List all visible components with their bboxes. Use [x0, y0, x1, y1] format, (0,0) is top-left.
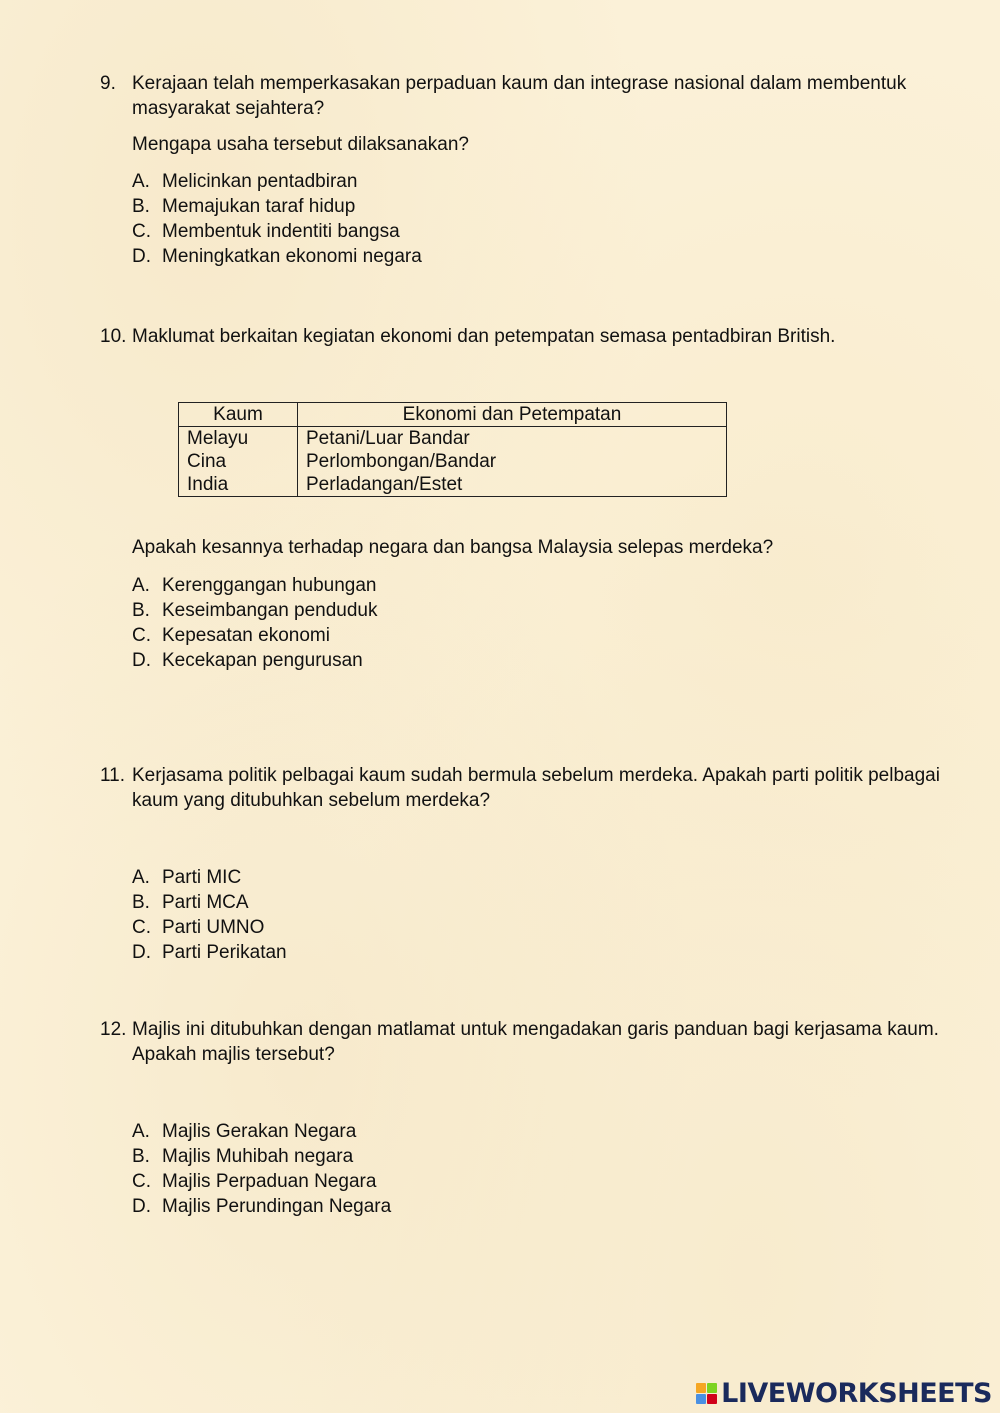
info-table: [178, 402, 727, 497]
options-list: [132, 1119, 950, 1219]
option-c[interactable]: [132, 915, 950, 940]
option-letter: A.: [132, 171, 150, 192]
table-header-row: [179, 403, 727, 427]
question-number: 10.: [100, 326, 127, 347]
option-c[interactable]: [132, 623, 950, 648]
option-text: Kepesatan ekonomi: [162, 625, 330, 646]
table-header-ekonomi: Ekonomi dan Petempatan: [298, 403, 727, 427]
options-list: [132, 865, 950, 965]
option-b[interactable]: [132, 194, 950, 219]
question-text: Kerajaan telah memperkasakan perpaduan kaum dan integrase nasional dalam membentuk masyarakat sejahtera?: [132, 73, 907, 119]
option-b[interactable]: [132, 598, 950, 623]
option-text: Memajukan taraf hidup: [162, 196, 356, 217]
option-a[interactable]: [132, 1119, 950, 1144]
table-cell: India: [179, 473, 298, 497]
option-text: Parti MCA: [162, 892, 249, 913]
option-b[interactable]: [132, 1144, 950, 1169]
question-12: [100, 1017, 950, 1219]
logo-square-icon: [696, 1383, 706, 1393]
logo-text: LIVEWORKSHEETS: [721, 1378, 992, 1409]
logo-mark-icon: [696, 1383, 717, 1404]
option-d[interactable]: [132, 244, 950, 269]
option-c[interactable]: [132, 1169, 950, 1194]
question-10: [100, 324, 950, 349]
table-row: [179, 427, 727, 451]
option-letter: C.: [132, 625, 151, 646]
question-text: Kerjasama politik pelbagai kaum sudah bermula sebelum merdeka. Apakah parti politik pelbagai kaum yang ditubuhkan sebelum merdeka?: [132, 765, 940, 811]
question-text: Majlis ini ditubuhkan dengan matlamat untuk mengadakan garis panduan bagi kerjasama kaum. Apakah majlis tersebut?: [132, 1019, 939, 1065]
option-text: Meningkatkan ekonomi negara: [162, 246, 422, 267]
option-text: Majlis Perundingan Negara: [162, 1196, 392, 1217]
option-text: Majlis Gerakan Negara: [162, 1121, 357, 1142]
question-11: [100, 763, 950, 965]
option-letter: D.: [132, 246, 151, 267]
option-letter: B.: [132, 1146, 150, 1167]
question-number: 9.: [100, 73, 116, 94]
table-header-kaum: Kaum: [179, 403, 298, 427]
table-row: [179, 450, 727, 473]
question-9: [100, 71, 950, 269]
option-text: Majlis Muhibah negara: [162, 1146, 354, 1167]
question-number: 11.: [100, 765, 126, 786]
option-letter: D.: [132, 650, 151, 671]
question-number: 12.: [100, 1019, 127, 1040]
option-a[interactable]: [132, 865, 950, 890]
option-letter: A.: [132, 1121, 150, 1142]
option-letter: B.: [132, 600, 150, 621]
table-cell: Melayu: [179, 427, 298, 451]
option-d[interactable]: [132, 940, 950, 965]
option-d[interactable]: [132, 648, 950, 673]
option-text: Membentuk indentiti bangsa: [162, 221, 400, 242]
logo-square-icon: [696, 1394, 706, 1404]
option-text: Parti UMNO: [162, 917, 265, 938]
option-b[interactable]: [132, 890, 950, 915]
table-row: [179, 473, 727, 497]
logo-square-icon: [707, 1394, 717, 1404]
question-10-continued: [100, 535, 950, 673]
question-subtext: Mengapa usaha tersebut dilaksanakan?: [132, 134, 469, 155]
option-d[interactable]: [132, 1194, 950, 1219]
option-letter: B.: [132, 196, 150, 217]
option-letter: D.: [132, 942, 151, 963]
option-letter: C.: [132, 917, 151, 938]
table-cell: Perlombongan/Bandar: [298, 450, 727, 473]
option-text: Kecekapan pengurusan: [162, 650, 363, 671]
option-text: Majlis Perpaduan Negara: [162, 1171, 377, 1192]
option-c[interactable]: [132, 219, 950, 244]
question-subtext: Apakah kesannya terhadap negara dan bangsa Malaysia selepas merdeka?: [132, 537, 774, 558]
option-letter: A.: [132, 867, 150, 888]
question-text: Maklumat berkaitan kegiatan ekonomi dan petempatan semasa pentadbiran British.: [132, 326, 836, 347]
option-letter: C.: [132, 221, 151, 242]
option-letter: C.: [132, 1171, 151, 1192]
option-text: Parti MIC: [162, 867, 242, 888]
option-letter: A.: [132, 575, 150, 596]
option-text: Kerenggangan hubungan: [162, 575, 377, 596]
option-a[interactable]: [132, 169, 950, 194]
logo-square-icon: [707, 1383, 717, 1393]
option-text: Keseimbangan penduduk: [162, 600, 378, 621]
option-letter: D.: [132, 1196, 151, 1217]
table-cell: Cina: [179, 450, 298, 473]
table-cell: Perladangan/Estet: [298, 473, 727, 497]
option-letter: B.: [132, 892, 150, 913]
liveworksheets-logo[interactable]: [696, 1378, 992, 1409]
option-text: Parti Perikatan: [162, 942, 287, 963]
options-list: [132, 169, 950, 269]
option-a[interactable]: [132, 573, 950, 598]
option-text: Melicinkan pentadbiran: [162, 171, 358, 192]
options-list: [132, 573, 950, 673]
table-cell: Petani/Luar Bandar: [298, 427, 727, 451]
